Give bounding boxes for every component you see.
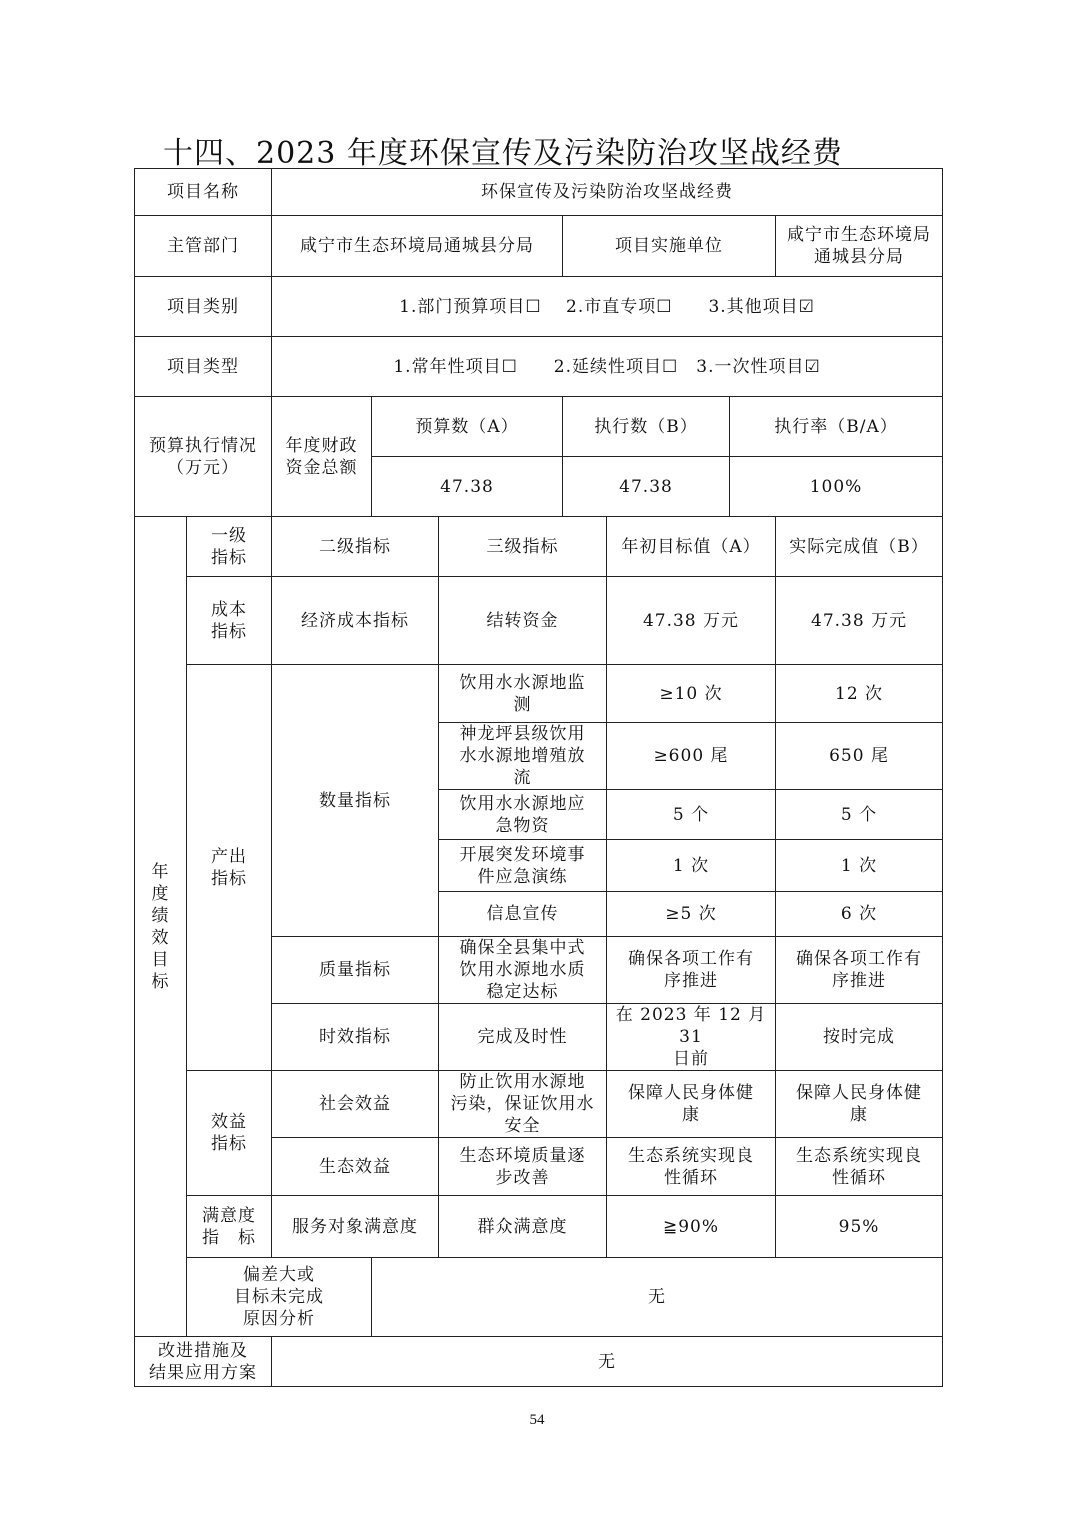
type-label: 项目类型 [135,337,272,397]
performance-table [134,168,943,1387]
level3-header: 三级指标 [439,517,607,577]
timeliness-l3: 完成及时性 [439,1004,607,1071]
implementer-label: 项目实施单位 [563,216,776,277]
type-options: 1.常年性项目☐ 2.延续性项目☐ 3.一次性项目☑ [272,337,943,397]
improvement-value: 无 [272,1337,943,1387]
quantity-target: ≥600 尾 [607,723,776,790]
page-number: 54 [529,1412,545,1428]
timeliness-actual: 按时完成 [776,1004,943,1071]
improvement-label: 改进措施及 结果应用方案 [135,1337,272,1387]
quantity-actual: 5 个 [776,790,943,840]
social-target: 保障人民身体健 康 [607,1071,776,1138]
cost-target: 47.38 万元 [607,577,776,665]
actual-header: 实际完成值（B） [776,517,943,577]
supervisor-label: 主管部门 [135,216,272,277]
rate-value: 100% [730,457,943,517]
quantity-actual: 6 次 [776,892,943,937]
exec-b-value: 47.38 [563,457,730,517]
cost-l2: 经济成本指标 [272,577,439,665]
budget-a-header: 预算数（A） [372,397,563,457]
table-row: 神龙坪县级饮用 水水源地增殖放 流 [439,723,607,790]
level2-header: 二级指标 [272,517,439,577]
quantity-actual: 12 次 [776,665,943,723]
benefit-l1: 效益 指标 [187,1071,272,1196]
social-l3: 防止饮用水源地 污染，保证饮用水 安全 [439,1071,607,1138]
timeliness-target: 在 2023 年 12 月 31 日前 [607,1004,776,1071]
timeliness-l2: 时效指标 [272,1004,439,1071]
satisfaction-l2: 服务对象满意度 [272,1196,439,1258]
budget-a-value: 47.38 [372,457,563,517]
page-title: 十四、2023 年度环保宣传及污染防治攻坚战经费 [163,136,843,171]
deviation-label: 偏差大或 目标未完成 原因分析 [187,1258,372,1337]
budget-exec-label: 预算执行情况 （万元） [135,397,272,517]
annual-fund-label: 年度财政 资金总额 [272,397,372,517]
quality-actual: 确保各项工作有 序推进 [776,937,943,1004]
category-options: 1.部门预算项目☐ 2.市直专项☐ 3.其他项目☑ [272,277,943,337]
cost-l1: 成本 指标 [187,577,272,665]
eco-l2: 生态效益 [272,1138,439,1196]
supervisor-value: 咸宁市生态环境局通城县分局 [272,216,563,277]
quantity-target: 5 个 [607,790,776,840]
quantity-target: ≥10 次 [607,665,776,723]
satisfaction-l1: 满意度 指 标 [187,1196,272,1258]
satisfaction-target: ≧90% [607,1196,776,1258]
satisfaction-actual: 95% [776,1196,943,1258]
deviation-value: 无 [372,1258,943,1337]
output-l1: 产出 指标 [187,665,272,1071]
eco-l3: 生态环境质量逐 步改善 [439,1138,607,1196]
quantity-label: 数量指标 [272,665,439,937]
table-row: 开展突发环境事 件应急演练 [439,840,607,892]
quantity-target: ≥5 次 [607,892,776,937]
exec-b-header: 执行数（B） [563,397,730,457]
satisfaction-l3: 群众满意度 [439,1196,607,1258]
table-row: 饮用水水源地应 急物资 [439,790,607,840]
target-header: 年初目标值（A） [607,517,776,577]
eco-actual: 生态系统实现良 性循环 [776,1138,943,1196]
cost-l3: 结转资金 [439,577,607,665]
level1-header: 一级 指标 [187,517,272,577]
quantity-actual: 1 次 [776,840,943,892]
project-name-value: 环保宣传及污染防治攻坚战经费 [272,169,943,216]
annual-goals-label: 年 度 绩 效 目 标 [135,517,187,1337]
social-l2: 社会效益 [272,1071,439,1138]
project-name-label: 项目名称 [135,169,272,216]
table-row: 饮用水水源地监 测 [439,665,607,723]
quality-target: 确保各项工作有 序推进 [607,937,776,1004]
quality-l3: 确保全县集中式 饮用水源地水质 稳定达标 [439,937,607,1004]
table-row: 信息宣传 [439,892,607,937]
quantity-target: 1 次 [607,840,776,892]
category-label: 项目类别 [135,277,272,337]
implementer-value: 咸宁市生态环境局通城县分局 [776,216,943,277]
eco-target: 生态系统实现良 性循环 [607,1138,776,1196]
quality-l2: 质量指标 [272,937,439,1004]
quantity-actual: 650 尾 [776,723,943,790]
rate-header: 执行率（B/A） [730,397,943,457]
cost-actual: 47.38 万元 [776,577,943,665]
social-actual: 保障人民身体健 康 [776,1071,943,1138]
